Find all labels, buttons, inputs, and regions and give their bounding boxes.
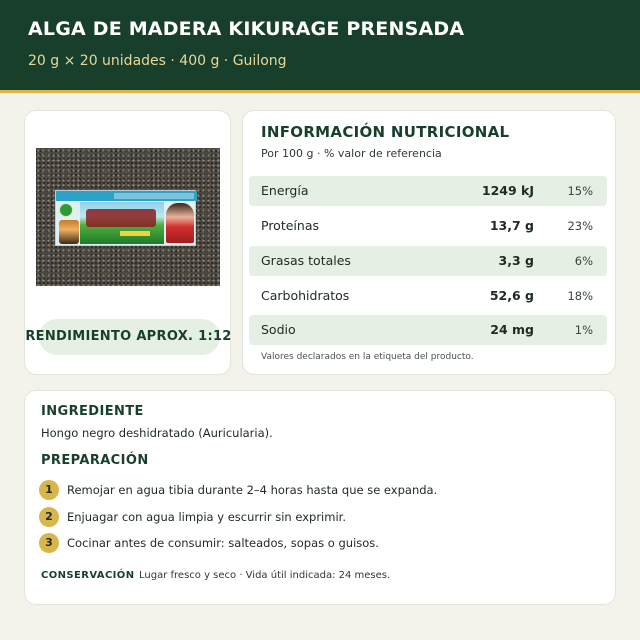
step-text: Enjuagar con agua limpia y escurrir sin exprimir. (67, 510, 346, 524)
step-number-badge: 2 (39, 507, 59, 527)
nutrient-percent: 18% (567, 289, 593, 303)
header-divider (0, 90, 640, 93)
package-person-image (166, 203, 194, 243)
step-text: Remojar en agua tibia durante 2–4 horas hasta que se expanda. (67, 483, 438, 497)
nutrient-name: Carbohidratos (261, 288, 350, 303)
nutrition-row (249, 176, 607, 206)
nutrient-value: 13,7 g (489, 218, 534, 233)
nutrient-percent: 6% (574, 254, 593, 268)
preparation-title: PREPARACIÓN (41, 453, 149, 468)
instructions-card (24, 390, 616, 605)
nutrient-percent: 23% (567, 219, 593, 233)
nutrient-percent: 1% (574, 323, 593, 337)
nutrient-name: Proteínas (261, 218, 319, 233)
package-tiger-image (59, 220, 79, 244)
preparation-step (39, 533, 599, 553)
page-subtitle: 20 g × 20 unidades · 400 g · Guilong (28, 53, 287, 69)
nutrient-name: Grasas totales (261, 253, 351, 268)
nutrient-name: Sodio (261, 322, 296, 337)
nutrient-name: Energía (261, 183, 309, 198)
nutrition-row (249, 211, 607, 241)
nutrition-row (249, 315, 607, 345)
conservation-text: Lugar fresco y seco · Vida útil indicada: 24 meses. (139, 570, 391, 581)
nutrition-note: Valores declarados en la etiqueta del producto. (261, 352, 474, 362)
nutrient-value: 1249 kJ (481, 183, 534, 198)
nutrition-card (242, 110, 616, 375)
ingredient-title: INGREDIENTE (41, 404, 144, 419)
page-title: ALGA DE MADERA KIKURAGE PRENSADA (28, 18, 465, 40)
product-image-card (24, 110, 231, 375)
yield-text: RENDIMIENTO APROX. 1:12 (25, 329, 232, 344)
nutrition-row (249, 246, 607, 276)
conservation-label: CONSERVACIÓN (41, 570, 135, 581)
step-number-badge: 1 (39, 480, 59, 500)
page-header (0, 0, 640, 90)
nutrient-value: 3,3 g (498, 253, 534, 268)
preparation-step (39, 480, 599, 500)
nutrient-percent: 15% (567, 184, 593, 198)
nutrition-title: INFORMACIÓN NUTRICIONAL (261, 123, 510, 141)
product-photo (36, 148, 220, 286)
step-number-badge: 3 (39, 533, 59, 553)
nutrition-subtitle: Por 100 g · % valor de referencia (261, 147, 442, 160)
preparation-step (39, 507, 599, 527)
step-text: Cocinar antes de consumir: salteados, sopas o guisos. (67, 536, 379, 550)
package-stars (120, 231, 150, 236)
nutrient-value: 52,6 g (489, 288, 534, 303)
ingredient-text: Hongo negro deshidratado (Auricularia). (41, 426, 273, 440)
nutrition-row (249, 281, 607, 311)
product-package (55, 190, 196, 246)
package-brand-mark (86, 209, 156, 227)
nutrient-value: 24 mg (490, 322, 534, 337)
package-logo (59, 203, 73, 217)
